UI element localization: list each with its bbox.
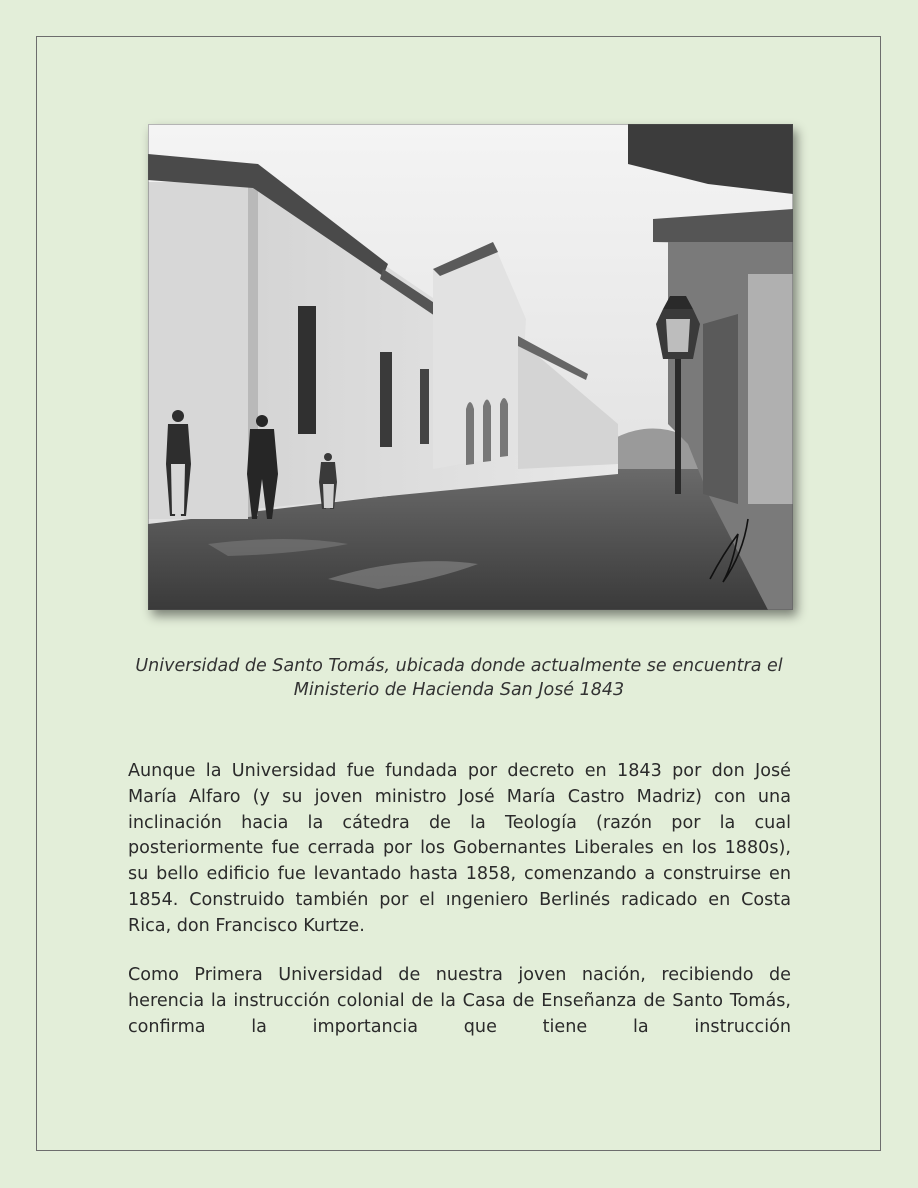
figure-caption: Universidad de Santo Tomás, ubicada donde actualmente se encuentra el Ministerio de Hacienda San José 1843 xyxy=(135,656,783,700)
paragraph-1: Aunque la Universidad fue fundada por decreto en 1843 por don José María Alfaro (y su joven ministro José María Castro Madriz) con una inclinación hacia la cátedra de la Teología (razón por la cual posteriormente fue cerrada por los Gobernantes Liberales en los 1880s), su bello edificio fue levantado hasta 1858, comenzando a construirse en 1854. Construido también por el ıngeniero Berlinés radicado en Costa Rica, don Francisco Kurtze. xyxy=(128,761,791,936)
photo-image xyxy=(148,124,793,610)
paragraph-2: Como Primera Universidad de nuestra joven nación, recibiendo de herencia la instrucción colonial de la Casa de Enseñanza de Santo Tomás, confirma la importancia que tiene la instrucción xyxy=(128,965,791,1037)
historic-street-photo xyxy=(148,124,793,610)
